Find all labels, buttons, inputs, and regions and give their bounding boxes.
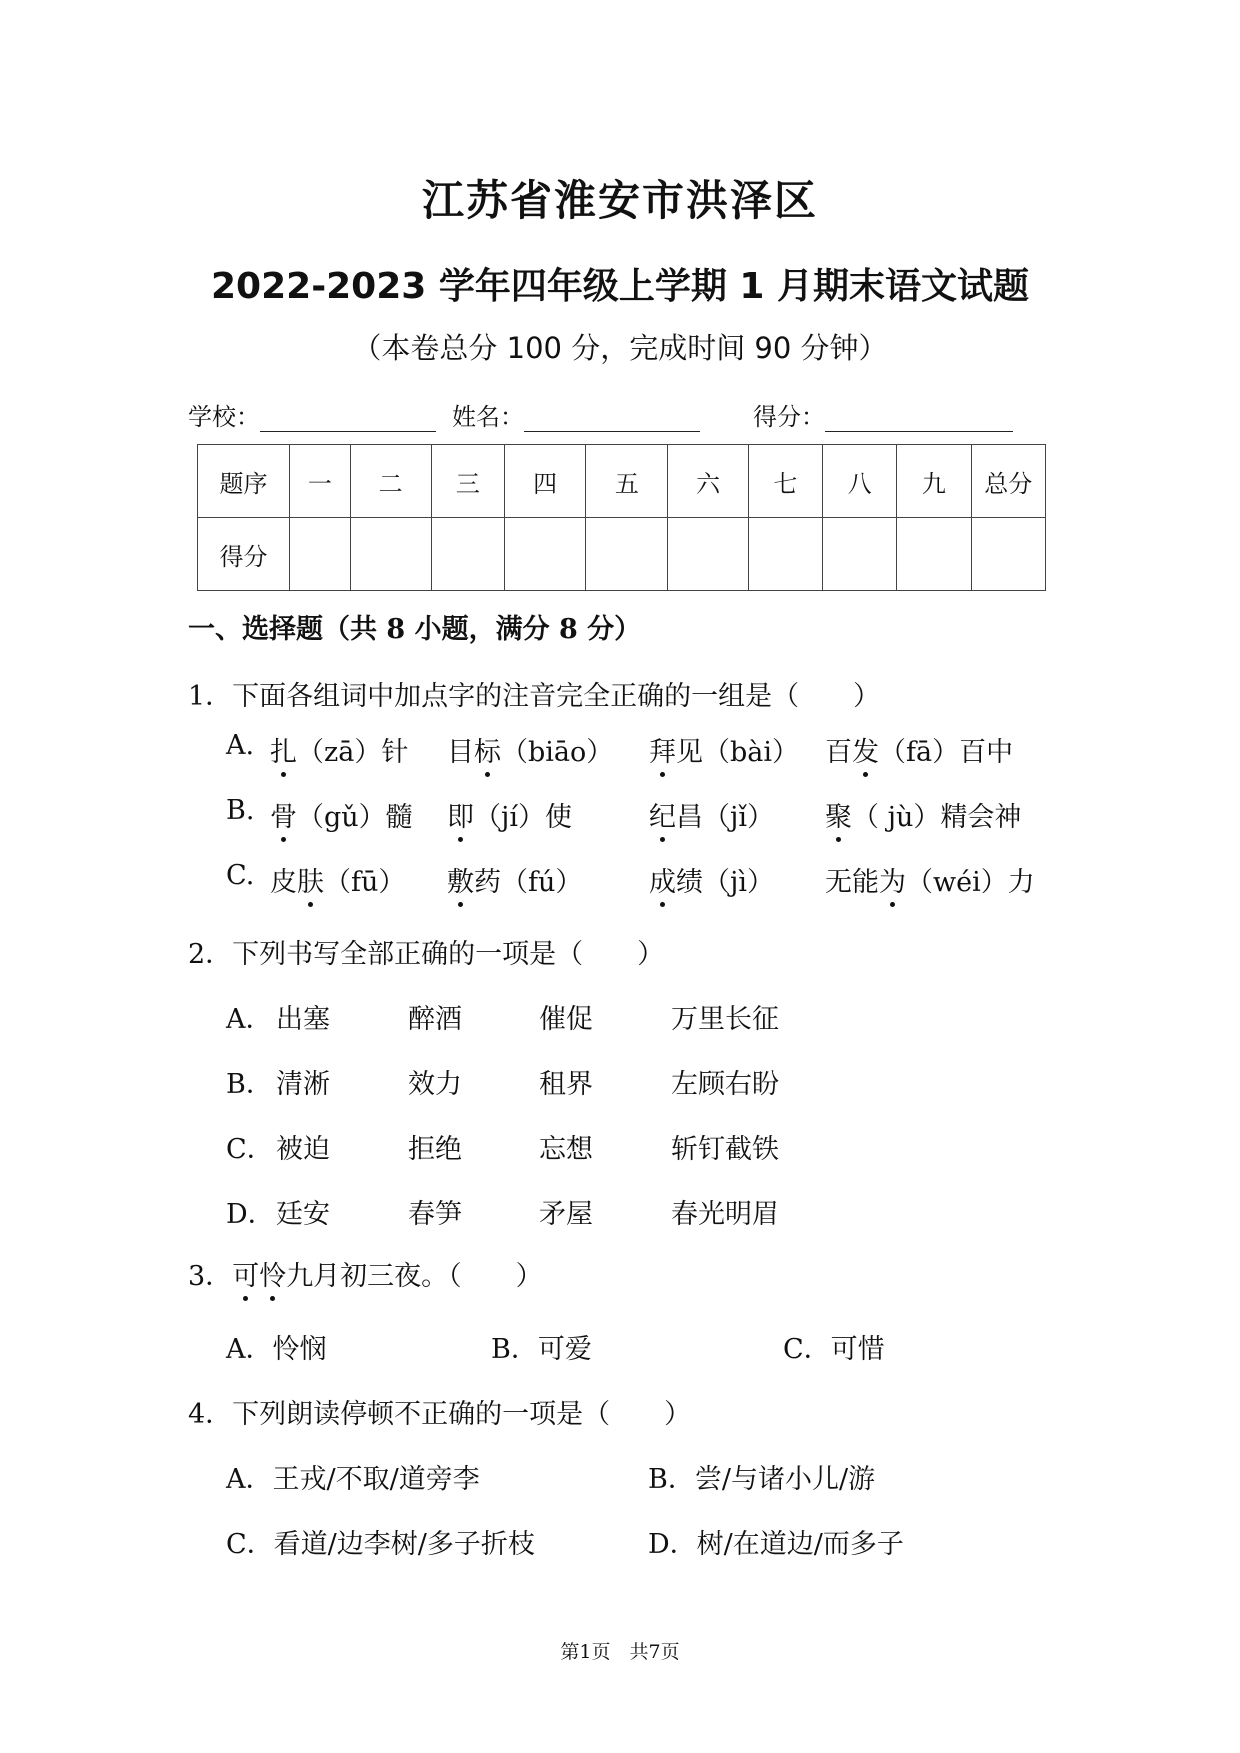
- table-cell: 六: [668, 445, 748, 518]
- score-input-cell[interactable]: [897, 518, 971, 591]
- region-title: 江苏省淮安市洪泽区: [421, 176, 818, 225]
- score-blank[interactable]: [825, 405, 1013, 432]
- exam-title: 2022-2023 学年四年级上学期 1 月期末语文试题: [211, 266, 1029, 307]
- q1-option-b-label: B.: [226, 795, 255, 826]
- q2-b-word: 左顾右盼: [671, 1069, 779, 1100]
- name-blank[interactable]: [524, 405, 700, 432]
- table-cell: 一: [290, 445, 351, 518]
- score-field: [753, 397, 1013, 432]
- q1-a-word1: 扎（zā）针: [270, 730, 408, 769]
- score-input-cell[interactable]: [748, 518, 822, 591]
- q2-a-word: 催促: [539, 1004, 593, 1035]
- q2-option-d-label: D．: [226, 1199, 275, 1230]
- q1-b-word2: 即（jí）使: [447, 795, 572, 834]
- q2-c-word: 被迫: [276, 1134, 330, 1165]
- q1-c-word3: 成绩（jì）: [649, 860, 774, 899]
- table-cell: 五: [586, 445, 668, 518]
- q2-option-b-label: B．: [226, 1069, 273, 1100]
- q2-a-word: 出塞: [276, 1004, 330, 1035]
- score-input-cell[interactable]: [668, 518, 748, 591]
- q1-a-word4: 百发（fā）百中: [825, 730, 1013, 769]
- question-3-stem: 3．可怜九月初三夜。（ ）: [188, 1254, 543, 1293]
- q3-option-b: B．可爱: [491, 1334, 592, 1365]
- q1-b-word1: 骨（gǔ）髓: [270, 795, 413, 834]
- q1-c-word1: 皮肤（fū）: [270, 860, 405, 899]
- q2-option-a-label: A．: [226, 1004, 273, 1035]
- q4-option-c: C．看道/边李树/多子折枝: [226, 1529, 535, 1560]
- q4-option-b: B．尝/与诸小儿/游: [648, 1464, 876, 1495]
- q2-a-word: 醉酒: [408, 1004, 462, 1035]
- score-table: [197, 444, 1046, 591]
- question-1-stem: 1．下面各组词中加点字的注音完全正确的一组是（ ）: [188, 681, 881, 712]
- q1-option-c-label: C.: [226, 860, 255, 891]
- exam-note: （本卷总分 100 分，完成时间 90 分钟）: [352, 331, 888, 365]
- q1-option-a-label: A.: [226, 730, 255, 761]
- score-input-cell[interactable]: [431, 518, 504, 591]
- q1-a-word3: 拜见（bài）: [649, 730, 799, 769]
- score-label: 得分：: [753, 403, 825, 431]
- q2-d-word: 春笋: [408, 1199, 462, 1230]
- q1-b-word4: 聚（ jù）精会神: [825, 795, 1021, 834]
- q2-a-word: 万里长征: [671, 1004, 779, 1035]
- name-field: [452, 397, 700, 432]
- table-cell: 题序: [198, 445, 290, 518]
- score-input-cell[interactable]: [505, 518, 586, 591]
- q4-option-a: A．王戎/不取/道旁李: [226, 1464, 480, 1495]
- q2-c-word: 拒绝: [408, 1134, 462, 1165]
- score-input-cell[interactable]: [971, 518, 1045, 591]
- q2-c-word: 忘想: [539, 1134, 593, 1165]
- table-cell: 八: [822, 445, 896, 518]
- page-footer: 第1页 共7页: [560, 1641, 680, 1663]
- q1-c-word2: 敷药（fú）: [447, 860, 582, 899]
- q3-option-c: C．可惜: [783, 1334, 885, 1365]
- q2-b-word: 租界: [539, 1069, 593, 1100]
- question-2-stem: 2．下列书写全部正确的一项是（ ）: [188, 939, 665, 970]
- school-blank[interactable]: [260, 405, 436, 432]
- school-field: [188, 397, 436, 432]
- q2-c-word: 斩钉截铁: [671, 1134, 779, 1165]
- score-table-score-row: [198, 518, 1046, 591]
- score-table-header-row: [198, 445, 1046, 518]
- table-cell: 三: [431, 445, 504, 518]
- q4-option-d: D．树/在道边/而多子: [648, 1529, 904, 1560]
- score-input-cell[interactable]: [290, 518, 351, 591]
- score-input-cell[interactable]: [586, 518, 668, 591]
- q2-b-word: 效力: [408, 1069, 462, 1100]
- table-cell: 得分: [198, 518, 290, 591]
- score-input-cell[interactable]: [350, 518, 431, 591]
- table-cell: 七: [748, 445, 822, 518]
- question-4-stem: 4．下列朗读停顿不正确的一项是（ ）: [188, 1399, 692, 1430]
- school-label: 学校：: [188, 403, 260, 431]
- q1-b-word3: 纪昌（jǐ）: [649, 795, 774, 834]
- q2-b-word: 清淅: [276, 1069, 330, 1100]
- q3-option-a: A．怜悯: [226, 1334, 327, 1365]
- section-heading: 一、选择题（共 8 小题，满分 8 分）: [188, 614, 642, 645]
- q2-d-word: 春光明眉: [671, 1199, 779, 1230]
- score-input-cell[interactable]: [822, 518, 896, 591]
- table-cell: 九: [897, 445, 971, 518]
- q2-d-word: 廷安: [276, 1199, 330, 1230]
- q2-d-word: 矛屋: [539, 1199, 593, 1230]
- q1-c-word4: 无能为（wéi）力: [825, 860, 1035, 899]
- q2-option-c-label: C．: [226, 1134, 274, 1165]
- table-cell: 四: [505, 445, 586, 518]
- q1-a-word2: 目标（biāo）: [447, 730, 613, 769]
- name-label: 姓名：: [452, 403, 524, 431]
- table-cell: 二: [350, 445, 431, 518]
- table-cell: 总分: [971, 445, 1045, 518]
